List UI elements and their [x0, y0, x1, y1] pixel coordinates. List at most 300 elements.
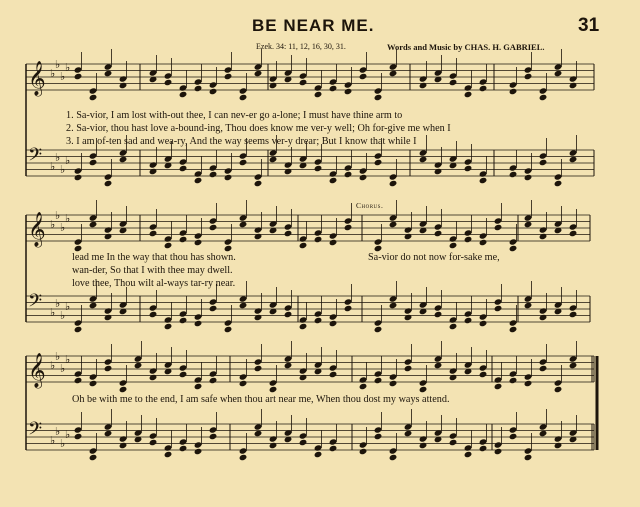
note-head: [239, 302, 248, 309]
note-head: [179, 371, 188, 378]
flat-sign: ♭: [65, 62, 71, 74]
note-head: [524, 373, 533, 380]
note-head: [179, 91, 188, 98]
note-head: [329, 85, 338, 92]
note-head: [524, 295, 533, 302]
note-head: [464, 84, 473, 91]
note-head: [224, 319, 233, 326]
note-head: [284, 304, 293, 311]
note-head: [539, 365, 548, 372]
note-head: [179, 364, 188, 371]
note-head: [374, 426, 383, 433]
note-head: [299, 72, 308, 79]
note-head: [479, 170, 488, 177]
note-head: [74, 73, 83, 80]
treble-clef-icon: 𝄞: [28, 61, 46, 96]
note-head: [479, 85, 488, 92]
note-head: [119, 156, 128, 163]
note-head: [359, 66, 368, 73]
note-head: [104, 233, 113, 240]
note-head: [254, 423, 263, 430]
note-head: [404, 233, 413, 240]
note-head: [149, 304, 158, 311]
note-head: [449, 72, 458, 79]
note-head: [479, 371, 488, 378]
note-head: [164, 451, 173, 458]
note-head: [464, 158, 473, 165]
page-number: 31: [578, 15, 600, 36]
note-head: [524, 447, 533, 454]
note-head: [509, 81, 518, 88]
note-head: [239, 152, 248, 159]
note-head: [104, 226, 113, 233]
note-head: [239, 94, 248, 101]
note-head: [569, 230, 578, 237]
note-head: [524, 73, 533, 80]
note-head: [194, 85, 203, 92]
note-head: [254, 430, 263, 437]
note-head: [164, 323, 173, 330]
note-head: [209, 298, 218, 305]
note-head: [89, 302, 98, 309]
note-head: [569, 149, 578, 156]
note-head: [419, 442, 428, 449]
note-head: [224, 326, 233, 333]
note-head: [149, 161, 158, 168]
flat-sign: ♭: [55, 210, 61, 222]
note-head: [464, 444, 473, 451]
note-head: [494, 224, 503, 231]
flat-sign: ♭: [50, 360, 56, 372]
note-head: [89, 380, 98, 387]
note-head: [284, 362, 293, 369]
note-head: [449, 79, 458, 86]
note-head: [194, 441, 203, 448]
note-head: [329, 445, 338, 452]
flat-sign: ♭: [65, 213, 71, 225]
note-head: [209, 164, 218, 171]
note-head: [449, 367, 458, 374]
note-head: [254, 173, 263, 180]
note-head: [524, 214, 533, 221]
note-head: [299, 374, 308, 381]
note-head: [224, 66, 233, 73]
note-head: [299, 316, 308, 323]
note-head: [314, 451, 323, 458]
note-head: [479, 177, 488, 184]
note-head: [569, 156, 578, 163]
bass-clef-icon: 𝄢: [28, 145, 43, 170]
note-head: [314, 236, 323, 243]
note-head: [569, 311, 578, 318]
note-head: [464, 165, 473, 172]
note-head: [524, 66, 533, 73]
note-head: [329, 364, 338, 371]
note-head: [194, 239, 203, 246]
note-head: [494, 305, 503, 312]
note-head: [389, 380, 398, 387]
note-head: [209, 305, 218, 312]
note-head: [314, 317, 323, 324]
note-head: [524, 167, 533, 174]
note-head: [194, 170, 203, 177]
note-head: [419, 156, 428, 163]
chorus-line-1: Sa-vior do not now for-sake me,: [368, 252, 500, 263]
note-head: [314, 444, 323, 451]
note-head: [404, 365, 413, 372]
note-head: [344, 305, 353, 312]
note-head: [434, 304, 443, 311]
note-head: [554, 435, 563, 442]
scripture-reference: Ezek. 34: 11, 12, 16, 30, 31.: [256, 42, 346, 51]
note-head: [149, 439, 158, 446]
note-head: [389, 454, 398, 461]
note-head: [209, 81, 218, 88]
note-head: [509, 433, 518, 440]
flat-sign: ♭: [55, 59, 61, 71]
note-head: [419, 435, 428, 442]
note-head: [149, 168, 158, 175]
note-head: [404, 307, 413, 314]
note-head: [374, 433, 383, 440]
note-head: [509, 164, 518, 171]
note-head: [569, 75, 578, 82]
note-head: [269, 82, 278, 89]
note-head: [119, 442, 128, 449]
note-head: [209, 217, 218, 224]
treble-clef-icon: 𝄞: [28, 212, 46, 247]
note-head: [359, 376, 368, 383]
note-head: [494, 448, 503, 455]
note-head: [389, 221, 398, 228]
note-head: [524, 454, 533, 461]
note-head: [149, 223, 158, 230]
note-head: [194, 177, 203, 184]
note-head: [239, 373, 248, 380]
flat-sign: ♭: [50, 435, 56, 447]
note-head: [494, 383, 503, 390]
note-head: [149, 432, 158, 439]
note-head: [119, 82, 128, 89]
note-head: [299, 242, 308, 249]
flat-sign: ♭: [50, 219, 56, 231]
note-head: [89, 152, 98, 159]
note-head: [524, 380, 533, 387]
note-head: [209, 171, 218, 178]
note-head: [239, 447, 248, 454]
note-head: [149, 311, 158, 318]
flat-sign: ♭: [50, 68, 56, 80]
flat-sign: ♭: [65, 155, 71, 167]
note-head: [329, 239, 338, 246]
note-head: [314, 165, 323, 172]
note-head: [194, 320, 203, 327]
note-head: [569, 82, 578, 89]
note-head: [539, 94, 548, 101]
note-head: [74, 238, 83, 245]
note-head: [539, 430, 548, 437]
note-head: [389, 373, 398, 380]
note-head: [89, 221, 98, 228]
note-head: [569, 355, 578, 362]
note-head: [269, 75, 278, 82]
note-head: [449, 439, 458, 446]
note-head: [284, 311, 293, 318]
note-head: [149, 367, 158, 374]
note-head: [344, 298, 353, 305]
note-head: [419, 82, 428, 89]
note-head: [404, 423, 413, 430]
note-head: [389, 447, 398, 454]
note-head: [89, 454, 98, 461]
flat-sign: ♭: [50, 161, 56, 173]
note-head: [569, 223, 578, 230]
note-head: [359, 448, 368, 455]
note-head: [479, 78, 488, 85]
note-head: [464, 310, 473, 317]
note-head: [419, 379, 428, 386]
note-head: [389, 63, 398, 70]
note-head: [509, 377, 518, 384]
note-head: [74, 377, 83, 384]
note-head: [209, 370, 218, 377]
note-head: [374, 94, 383, 101]
flat-sign: ♭: [60, 310, 66, 322]
note-head: [164, 316, 173, 323]
note-head: [299, 323, 308, 330]
note-head: [269, 386, 278, 393]
note-head: [359, 167, 368, 174]
note-head: [434, 223, 443, 230]
note-head: [74, 167, 83, 174]
note-head: [329, 371, 338, 378]
note-head: [494, 441, 503, 448]
note-head: [434, 230, 443, 237]
note-head: [179, 229, 188, 236]
chorus-line-2: Oh be with me to the end, I am safe when thou art near me, When thou dost my ways attend.: [72, 394, 450, 405]
note-head: [389, 302, 398, 309]
note-head: [479, 364, 488, 371]
note-head: [329, 438, 338, 445]
flat-sign: ♭: [55, 351, 61, 363]
note-head: [194, 313, 203, 320]
note-head: [479, 239, 488, 246]
note-head: [344, 81, 353, 88]
note-head: [464, 236, 473, 243]
note-head: [209, 88, 218, 95]
note-head: [119, 149, 128, 156]
verse-3-line-2: love thee, Thou wilt al-ways tar-ry near.: [72, 278, 236, 289]
note-head: [119, 435, 128, 442]
note-head: [329, 170, 338, 177]
note-head: [164, 79, 173, 86]
note-head: [314, 84, 323, 91]
flat-sign: ♭: [65, 429, 71, 441]
note-head: [299, 439, 308, 446]
note-head: [164, 242, 173, 249]
note-head: [419, 149, 428, 156]
note-head: [419, 75, 428, 82]
note-head: [314, 91, 323, 98]
note-head: [554, 63, 563, 70]
note-head: [554, 173, 563, 180]
note-head: [74, 370, 83, 377]
note-head: [104, 314, 113, 321]
note-head: [509, 171, 518, 178]
note-head: [89, 447, 98, 454]
note-head: [314, 158, 323, 165]
note-head: [119, 75, 128, 82]
note-head: [209, 426, 218, 433]
note-head: [254, 358, 263, 365]
note-head: [374, 370, 383, 377]
flat-sign: ♭: [60, 363, 66, 375]
note-head: [374, 319, 383, 326]
note-head: [194, 448, 203, 455]
note-head: [209, 224, 218, 231]
note-head: [74, 174, 83, 181]
note-head: [449, 242, 458, 249]
note-head: [464, 229, 473, 236]
note-head: [209, 433, 218, 440]
note-head: [299, 367, 308, 374]
note-head: [89, 87, 98, 94]
note-head: [329, 78, 338, 85]
note-head: [179, 158, 188, 165]
note-head: [179, 165, 188, 172]
note-head: [554, 386, 563, 393]
note-head: [449, 432, 458, 439]
verse-2-line-2: wan-der, So that I with thee may dwell.: [72, 265, 233, 276]
note-head: [509, 326, 518, 333]
note-head: [374, 152, 383, 159]
flat-sign: ♭: [55, 298, 61, 310]
note-head: [194, 78, 203, 85]
flat-sign: ♭: [50, 307, 56, 319]
note-head: [524, 302, 533, 309]
note-head: [239, 221, 248, 228]
note-head: [509, 245, 518, 252]
note-head: [389, 295, 398, 302]
note-head: [539, 307, 548, 314]
note-head: [329, 177, 338, 184]
note-head: [74, 66, 83, 73]
note-head: [509, 238, 518, 245]
note-head: [419, 386, 428, 393]
note-head: [449, 323, 458, 330]
note-head: [434, 355, 443, 362]
note-head: [359, 73, 368, 80]
note-head: [449, 316, 458, 323]
note-head: [284, 223, 293, 230]
note-head: [134, 362, 143, 369]
note-head: [194, 383, 203, 390]
note-head: [389, 214, 398, 221]
note-head: [449, 374, 458, 381]
note-head: [464, 91, 473, 98]
note-head: [539, 314, 548, 321]
note-head: [74, 433, 83, 440]
note-head: [224, 167, 233, 174]
note-head: [89, 159, 98, 166]
hymn-title: BE NEAR ME.: [252, 16, 375, 35]
note-head: [254, 180, 263, 187]
note-head: [344, 88, 353, 95]
note-head: [179, 317, 188, 324]
verse-1-line-2: lead me In the way that thou has shown.: [72, 252, 236, 263]
note-head: [269, 149, 278, 156]
note-head: [404, 226, 413, 233]
note-head: [404, 430, 413, 437]
note-head: [254, 70, 263, 77]
note-head: [269, 156, 278, 163]
note-head: [389, 70, 398, 77]
verse-2-line-1: 2. Sa-vior, thou hast love a-bound-ing, Thou does know me ver-y well; Oh for-give me when I: [66, 123, 451, 134]
note-head: [179, 236, 188, 243]
note-head: [554, 180, 563, 187]
note-head: [284, 161, 293, 168]
note-head: [104, 70, 113, 77]
note-head: [299, 235, 308, 242]
note-head: [374, 377, 383, 384]
note-head: [89, 214, 98, 221]
note-head: [374, 87, 383, 94]
note-head: [269, 379, 278, 386]
note-head: [239, 214, 248, 221]
note-head: [104, 423, 113, 430]
verse-3-line-1: 3. I am of-ten sad and wea-ry, And the way seems ver-y drear; But I know that while I: [66, 136, 417, 147]
note-head: [569, 304, 578, 311]
note-head: [329, 232, 338, 239]
note-head: [509, 426, 518, 433]
author-credit: Words and Music by CHAS. H. GABRIEL.: [387, 42, 545, 52]
note-head: [389, 180, 398, 187]
note-head: [344, 224, 353, 231]
note-head: [164, 72, 173, 79]
note-head: [329, 313, 338, 320]
note-head: [104, 430, 113, 437]
note-head: [554, 442, 563, 449]
note-head: [509, 319, 518, 326]
note-head: [74, 326, 83, 333]
note-head: [239, 454, 248, 461]
note-head: [224, 238, 233, 245]
note-head: [539, 233, 548, 240]
flat-sign: ♭: [60, 164, 66, 176]
note-head: [254, 365, 263, 372]
note-head: [359, 383, 368, 390]
note-head: [239, 159, 248, 166]
note-head: [434, 161, 443, 168]
note-head: [479, 438, 488, 445]
note-head: [194, 376, 203, 383]
note-head: [494, 217, 503, 224]
note-head: [539, 152, 548, 159]
flat-sign: ♭: [60, 222, 66, 234]
note-head: [314, 229, 323, 236]
note-head: [104, 173, 113, 180]
note-head: [254, 226, 263, 233]
note-head: [554, 70, 563, 77]
note-head: [104, 365, 113, 372]
note-head: [74, 319, 83, 326]
flat-sign: ♭: [65, 301, 71, 313]
note-head: [539, 159, 548, 166]
note-head: [254, 314, 263, 321]
note-head: [104, 180, 113, 187]
note-head: [134, 355, 143, 362]
note-head: [524, 174, 533, 181]
